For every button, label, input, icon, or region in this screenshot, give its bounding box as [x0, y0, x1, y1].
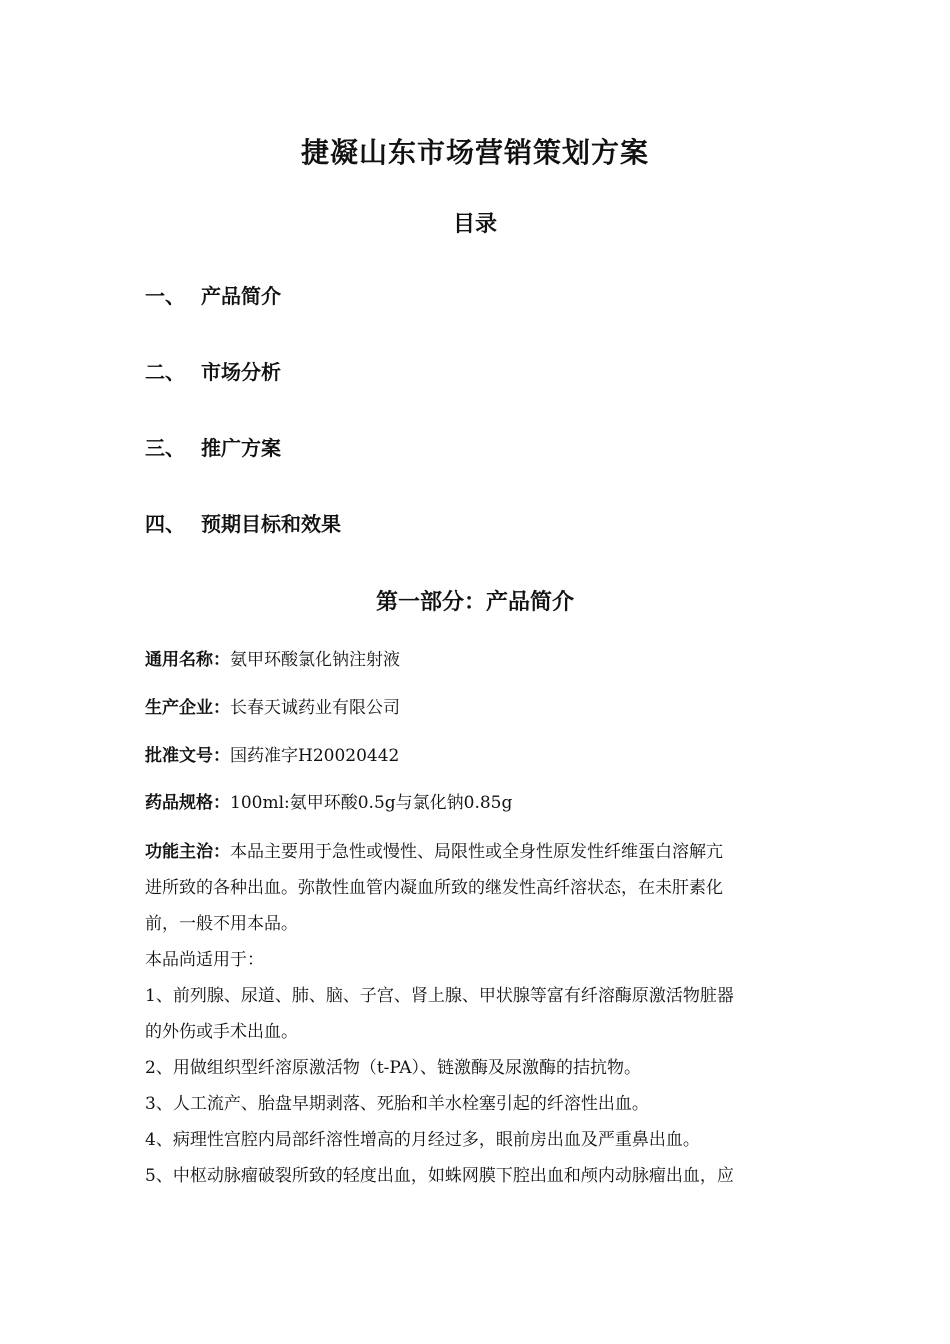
toc-item-number: 三、: [145, 436, 185, 460]
field-manufacturer: [145, 695, 400, 721]
field-label: 通用名称：: [145, 650, 230, 670]
field-value: 100ml:氨甲环酸0.5g与氯化钠0.85g: [230, 793, 513, 813]
text-line: 1、前列腺、尿道、肺、脑、子宫、肾上腺、甲状腺等富有纤溶酶原激活物脏器: [145, 986, 734, 1006]
toc-item-promotion-plan: [145, 433, 281, 463]
document-title: 捷凝山东市场营销策划方案: [300, 136, 649, 169]
field-generic-name: [145, 647, 400, 673]
field-label: 批准文号：: [145, 746, 230, 766]
toc-heading: 目录: [452, 211, 497, 237]
field-approval-number: [145, 743, 399, 769]
text-line: 本品尚适用于：: [145, 950, 264, 970]
toc-item-number: 一、: [145, 284, 185, 308]
toc-item-expected-goals: [145, 509, 341, 539]
text-line: 4、病理性宫腔内局部纤溶性增高的月经过多，眼前房出血及严重鼻出血。: [145, 1130, 700, 1150]
toc-item-market-analysis: [145, 357, 281, 387]
toc-item-label: 市场分析: [201, 360, 281, 384]
text-line: 5、中枢动脉瘤破裂所致的轻度出血，如蛛网膜下腔出血和颅内动脉瘤出血，应: [145, 1166, 734, 1186]
field-specification: [145, 790, 512, 816]
text-line: 3、人工流产、胎盘早期剥落、死胎和羊水栓塞引起的纤溶性出血。: [145, 1094, 649, 1114]
toc-item-number: 四、: [145, 512, 185, 536]
toc-item-number: 二、: [145, 360, 185, 384]
line-text: 本品主要用于急性或慢性、局限性或全身性原发性纤维蛋白溶解亢: [230, 842, 723, 862]
text-line: [145, 834, 810, 870]
text-line: 前，一般不用本品。: [145, 914, 298, 934]
toc-item-label: 预期目标和效果: [201, 512, 341, 536]
field-value: 氨甲环酸氯化钠注射液: [230, 650, 400, 670]
field-label: 生产企业：: [145, 698, 230, 718]
field-value: 长春天诚药业有限公司: [230, 698, 400, 718]
text-line: 的外伤或手术出血。: [145, 1022, 298, 1042]
toc-item-label: 产品简介: [201, 284, 281, 308]
text-line: 进所致的各种出血。弥散性血管内凝血所致的继发性高纤溶状态，在未肝素化: [145, 878, 723, 898]
field-label: 药品规格：: [145, 793, 230, 813]
field-value: 国药准字H20020442: [230, 746, 400, 766]
field-label: 功能主治：: [145, 842, 230, 862]
toc-item-product-intro: [145, 281, 281, 311]
text-line: 2、用做组织型纤溶原激活物（t-PA）、链激酶及尿激酶的拮抗物。: [145, 1058, 642, 1078]
toc-item-label: 推广方案: [201, 436, 281, 460]
section-heading: 第一部分：产品简介: [375, 589, 574, 615]
indication-paragraph: [145, 834, 810, 1194]
